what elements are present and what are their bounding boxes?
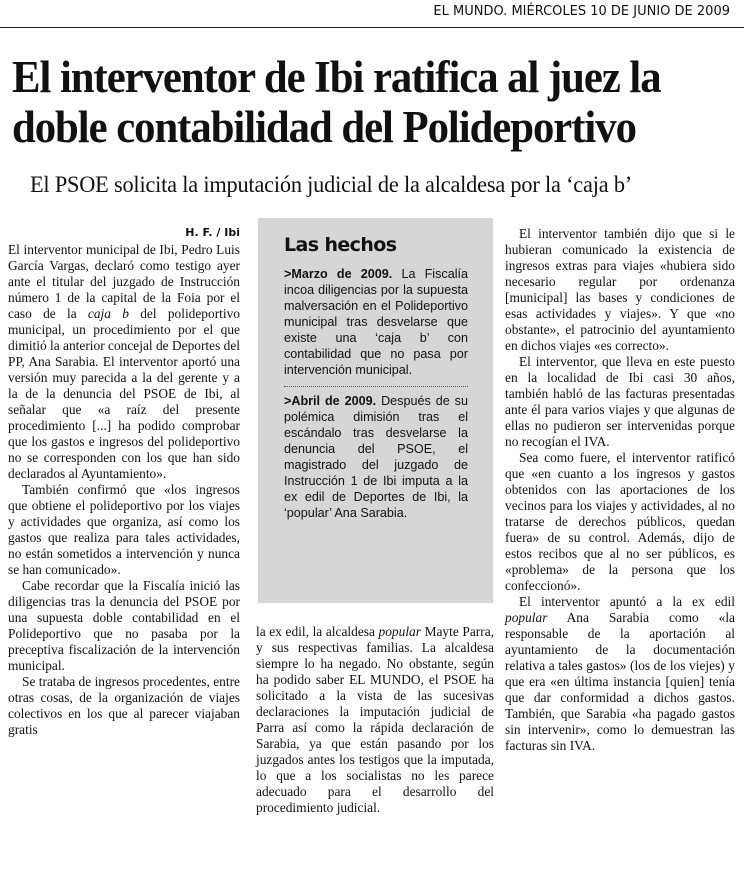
article-column-3 — [505, 226, 735, 754]
paragraph: El interventor municipal de Ibi, Pedro Luis García Vargas, declaró como testigo ayer ante el titular del juzgado de Instrucción número 1 de la capital de la Foia por el caso de la caja b del polideportivo municipal, un procedimiento por el que dimitió la anterior concejal de Deportes del PP, Ana Sarabia. El interventor aportó una versión muy parecida a la del gerente y a la de la denuncia del PSOE de Ibi, al señalar que «a raíz del presente procedimiento [...] ha podido comprobar que los gastos e ingresos del polideportivo no se corresponden con los que han sido declarados al Ayuntamiento». — [8, 242, 241, 481]
paragraph: También confirmó que «los ingresos que obtiene el polideportivo por los viajes y actividades que organiza, así como los gastos que realiza para tales actividades, no están sometidos a intervención y nunca se han comunicado». — [8, 482, 240, 577]
article-column-2 — [256, 624, 494, 816]
byline: H. F. / Ibi — [185, 226, 240, 239]
paragraph: Cabe recordar que la Fiscalía inició las diligencias tras la denuncia del PSOE por una supuesta doble contabilidad en el Polideportivo que no pasaba por la preceptiva fiscalización de la intervención municipal. — [8, 578, 240, 673]
fact-text: Después de su polémica dimisión tras el escándalo tras desvelarse la denuncia del PSOE, el magistrado del juzgado de Instrucción 1 de Ibi imputa a la ex edil de Deportes de Ibi, la ‘popular’ Ana Sarabia. — [284, 394, 468, 520]
article-column-1 — [8, 226, 240, 738]
fact-item — [284, 266, 468, 378]
sidebar-divider — [284, 386, 468, 387]
fact-item — [284, 393, 468, 521]
fact-date: >Abril de 2009. — [284, 394, 377, 408]
paragraph: Sea como fuere, el interventor ratificó que «en cuanto a los ingresos y gastos obtenidos con las aportaciones de los vecinos para los viajes y actividades, al no tratarse de derechos públicos, quedan fuera» de su control. Además, dijo de estos recibos que al no ser públicos, es «problema» de la persona que los confeccionó». — [505, 450, 735, 593]
paragraph: El interventor, que lleva en este puesto en la localidad de Ibi casi 30 años, también habló de las facturas presentadas ante él para varios viajes y que algunas de ellas no pudieron ser intervenidas porque no recogían el IVA. — [505, 354, 735, 449]
newspaper-date: EL MUNDO. MIÉRCOLES 10 DE JUNIO DE 2009 — [433, 4, 730, 19]
paragraph: El interventor apuntó a la ex edil popular Ana Sarabia como «la responsable de la aportación al ayuntamiento de la documentación relativa a tales gastos» (los de los viejes) y que era «en última instancia [quien] tenía que dar conformidad a dichos gastos. También, que Sarabia «ha pagado gastos sin intervenir», como lo demuestran las facturas sin IVA. — [505, 594, 735, 753]
paragraph: Se trataba de ingresos procedentes, entre otras cosas, de la organización de viajes colectivos en los que al parecer viajaban gratis — [8, 674, 240, 737]
paragraph: la ex edil, la alcaldesa popular Mayte Parra, y sus respectivas familias. La alcaldesa siempre lo ha negado. No obstante, según ha podido saber EL MUNDO, el PSOE ha solicitado a la vista de las sucesivas declaraciones la imputación judicial de Parra así como la rápida declaración de Sarabia, ya que están pasando por los juzgados antes los testigos que la imputada, lo que a los socialistas no les parece adecuado para el desarrollo del procedimiento judicial. — [256, 624, 494, 815]
subheadline: El PSOE solicita la imputación judicial de la alcaldesa por la ‘caja b’ — [30, 172, 633, 197]
sidebar-title: Las hechos — [284, 234, 397, 256]
fact-date: >Marzo de 2009. — [284, 267, 393, 281]
fact-text: La Fiscalía incoa diligencias por la supuesta malversación en el Polideportivo municipal tras desvelarse que existe una ‘caja b’ con contabilidad que no pasa por intervención municipal. — [284, 267, 468, 377]
headline: El interventor de Ibi ratifica al juez la doble contabilidad del Polideportivo — [12, 52, 661, 152]
header-divider — [0, 27, 744, 28]
paragraph: El interventor también dijo que si le hubieran comunicado la existencia de ingresos extras para viajes «hubiera sido necesario regular por ordenanza [municipal] las bases y condiciones de esas actividades y viajes». Y que «no obstante», el patrocinio del ayuntamiento en dichos viajes «es correcto». — [505, 226, 735, 353]
facts-sidebar — [258, 218, 493, 603]
